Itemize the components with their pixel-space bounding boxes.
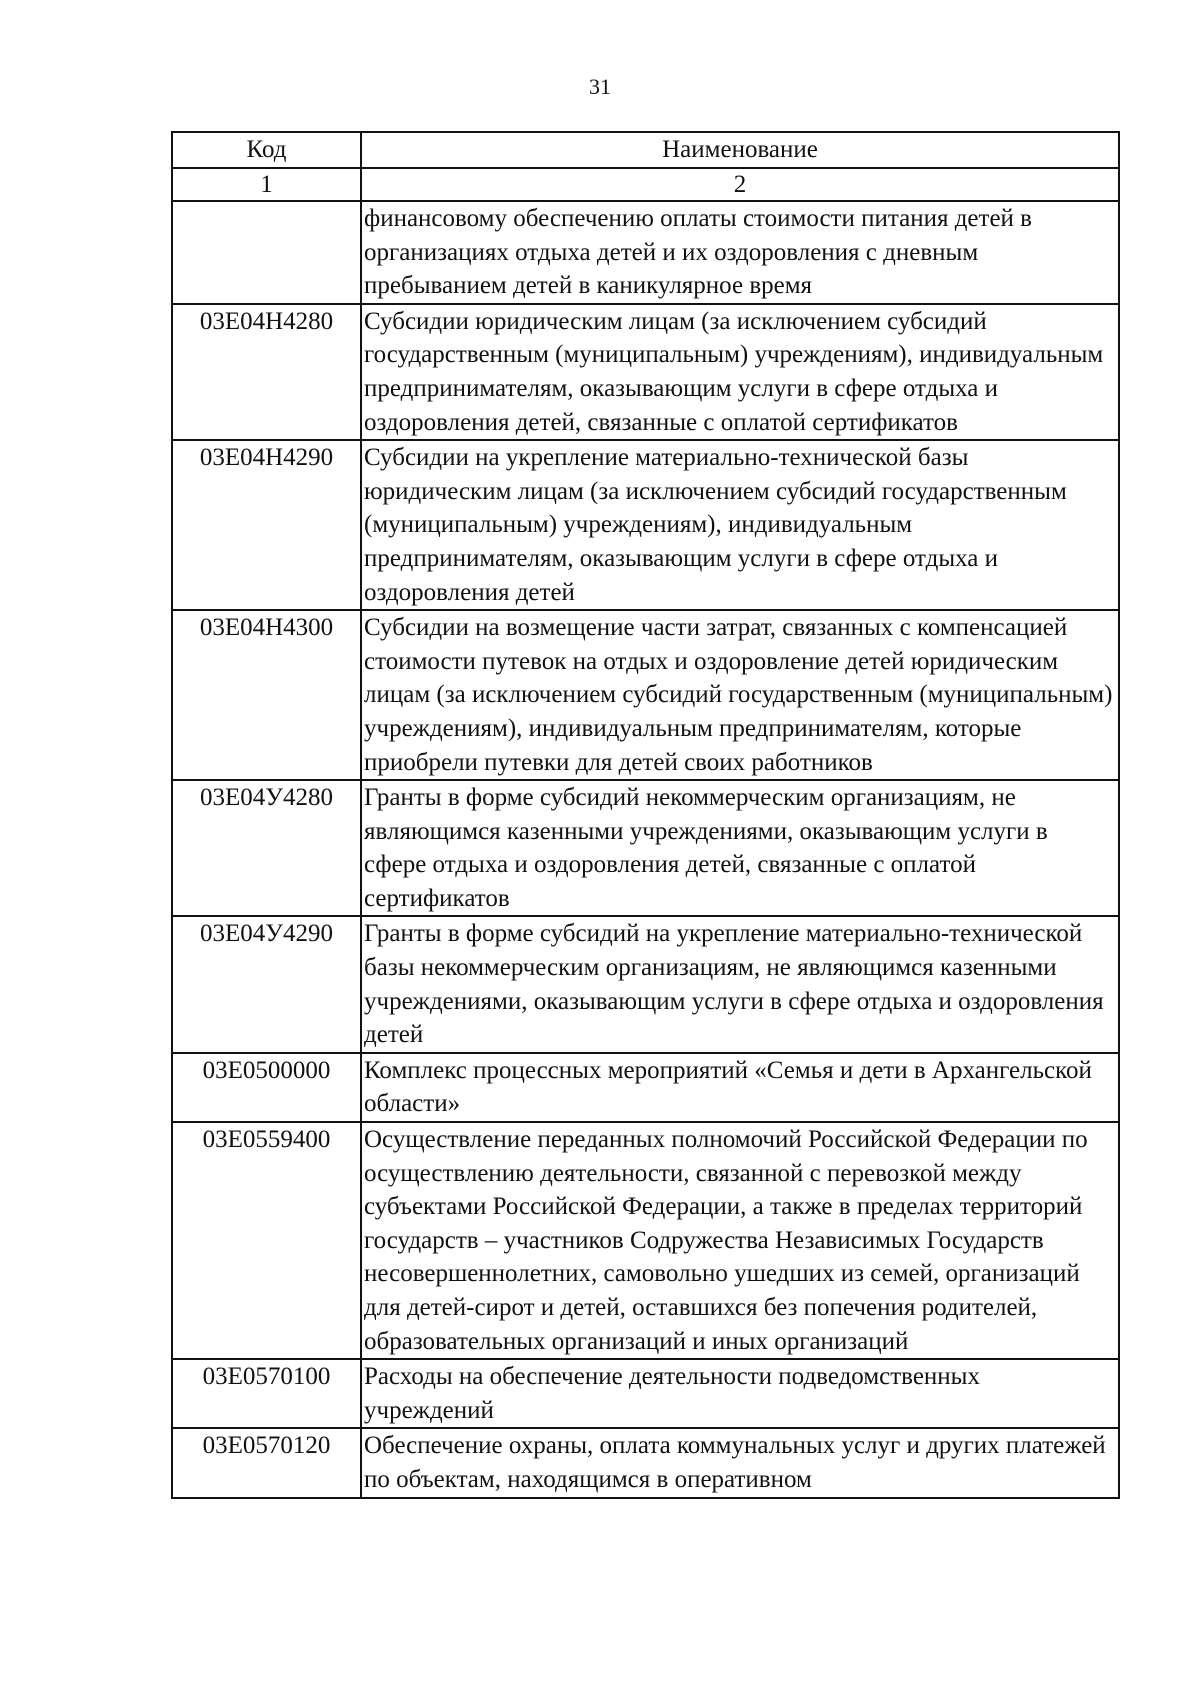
table-row	[172, 1359, 1119, 1428]
row-code: 03Е0570100	[172, 1359, 361, 1428]
column-number-name: 2	[361, 168, 1119, 201]
table-row	[172, 780, 1119, 916]
table-body	[172, 201, 1119, 1498]
row-name: финансовому обеспечению оплаты стоимости питания детей в организациях отдыха детей и их оздоровления с дневным пребыванием детей в каникулярное время	[361, 201, 1119, 304]
row-code: 03Е0500000	[172, 1053, 361, 1122]
table-row	[172, 440, 1119, 610]
row-code: 03Е0570120	[172, 1428, 361, 1497]
budget-code-table	[171, 131, 1120, 1499]
page-number: 31	[589, 74, 611, 99]
table-row	[172, 304, 1119, 440]
row-code: 03Е04У4290	[172, 916, 361, 1052]
row-name: Расходы на обеспечение деятельности подведомственных учреждений	[361, 1359, 1119, 1428]
header-code: Код	[172, 132, 361, 168]
row-code: 03Е04Н4290	[172, 440, 361, 610]
table-row	[172, 1122, 1119, 1359]
row-code: 03Е04Н4280	[172, 304, 361, 440]
row-code: 03Е04Н4300	[172, 610, 361, 780]
row-name: Субсидии юридическим лицам (за исключением субсидий государственным (муниципальным) учреждениям), индивидуальным предпринимателям, оказывающим услуги в сфере отдыха и оздоровления детей, связанные с оплатой сертификатов	[361, 304, 1119, 440]
table-row	[172, 1053, 1119, 1122]
table-row	[172, 610, 1119, 780]
header-name: Наименование	[361, 132, 1119, 168]
table-header	[172, 132, 1119, 201]
row-name: Гранты в форме субсидий на укрепление материально-технической базы некоммерческим организациям, не являющимся казенными учреждениями, оказывающим услуги в сфере отдыха и оздоровления детей	[361, 916, 1119, 1052]
row-name: Субсидии на возмещение части затрат, связанных с компенсацией стоимости путевок на отдых и оздоровление детей юридическим лицам (за исключением субсидий государственным (муниципальным) учреждениям), индивидуальным предпринимателям, которые приобрели путевки для детей своих работников	[361, 610, 1119, 780]
row-code: 03Е0559400	[172, 1122, 361, 1359]
table-row	[172, 916, 1119, 1052]
row-name: Субсидии на укрепление материально-технической базы юридическим лицам (за исключением субсидий государственным (муниципальным) учреждениям), индивидуальным предпринимателям, оказывающим услуги в сфере отдыха и оздоровления детей	[361, 440, 1119, 610]
row-name: Обеспечение охраны, оплата коммунальных услуг и других платежей по объектам, находящимся в оперативном	[361, 1428, 1119, 1497]
header-row	[172, 132, 1119, 168]
table-row	[172, 1428, 1119, 1497]
row-code: 03Е04У4280	[172, 780, 361, 916]
row-name: Комплекс процессных мероприятий «Семья и дети в Архангельской области»	[361, 1053, 1119, 1122]
column-number-row	[172, 168, 1119, 201]
row-name: Гранты в форме субсидий некоммерческим организациям, не являющимся казенными учреждениями, оказывающим услуги в сфере отдыха и оздоровления детей, связанные с оплатой сертификатов	[361, 780, 1119, 916]
column-number-code: 1	[172, 168, 361, 201]
table-row	[172, 201, 1119, 304]
row-code	[172, 201, 361, 304]
row-name: Осуществление переданных полномочий Российской Федерации по осуществлению деятельности, связанной с перевозкой между субъектами Российской Федерации, а также в пределах территорий государств – участников Содружества Независимых Государств несовершеннолетних, самовольно ушедших из семей, организаций для детей-сирот и детей, оставшихся без попечения родителей, образовательных организаций и иных организаций	[361, 1122, 1119, 1359]
